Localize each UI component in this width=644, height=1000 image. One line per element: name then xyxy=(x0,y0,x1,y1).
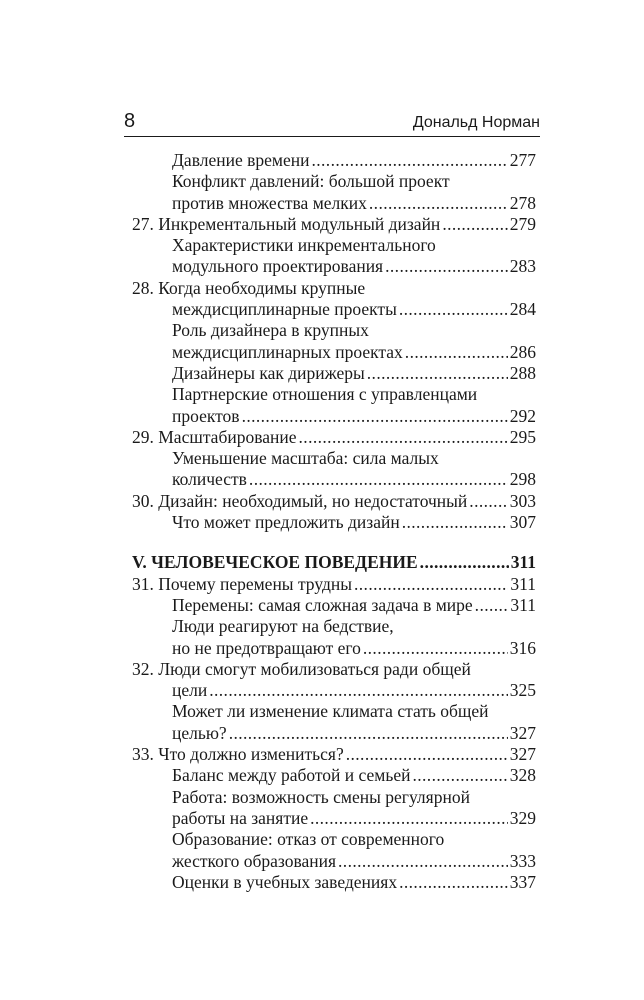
toc-chapter-entry xyxy=(132,744,536,765)
toc-page-number: 277 xyxy=(509,150,536,170)
toc-page-number: 333 xyxy=(509,850,536,871)
toc-section-entry xyxy=(132,448,536,491)
dot-leader xyxy=(399,299,508,320)
toc-section-entry xyxy=(132,765,536,786)
toc-line xyxy=(172,808,536,829)
dot-leader xyxy=(369,193,508,214)
dot-leader xyxy=(346,744,508,765)
toc-section-entry xyxy=(132,320,536,363)
toc-page-number: 283 xyxy=(509,256,536,277)
toc-line xyxy=(172,765,536,786)
toc-section-entry xyxy=(132,595,536,616)
toc-page-number: 284 xyxy=(509,299,536,320)
toc-chapter-entry xyxy=(132,278,536,321)
dot-leader xyxy=(385,256,508,277)
dot-leader xyxy=(354,574,508,595)
toc-section-entry xyxy=(132,171,536,214)
toc-line-text: но не предотвращают его xyxy=(172,637,361,658)
toc-line xyxy=(172,872,536,893)
toc-line-text: Конфликт давлений: большой проект xyxy=(172,171,450,192)
toc-line-text: Что может предложить дизайн xyxy=(172,512,400,533)
dot-leader xyxy=(405,342,508,363)
toc-section-entry xyxy=(132,616,536,659)
toc-line-text: Перемены: самая сложная задача в мире xyxy=(172,594,473,615)
toc-line xyxy=(172,193,536,214)
toc-line-text: работы на занятие xyxy=(172,807,309,828)
toc-page-number: 329 xyxy=(509,807,536,828)
header-rule xyxy=(124,136,540,137)
toc-page-number: 311 xyxy=(510,594,536,615)
running-header xyxy=(124,110,540,133)
toc-line-text: против множества мелких xyxy=(172,192,367,213)
toc-line-text: Характеристики инкрементального xyxy=(172,235,436,256)
toc-page-number: 307 xyxy=(509,512,536,533)
toc-line-text: Уменьшение масштаба: сила малых xyxy=(172,448,439,469)
toc-chapter-entry xyxy=(132,574,536,595)
toc-line-text: Может ли изменение климата стать общей xyxy=(172,701,489,722)
dot-leader xyxy=(338,851,508,872)
toc-line-text: Роль дизайнера в крупных xyxy=(172,320,369,341)
toc-line xyxy=(172,595,536,616)
toc-page-number: 311 xyxy=(510,573,536,594)
toc-line xyxy=(132,299,536,320)
toc-line-text: целью? xyxy=(172,722,227,743)
toc-line xyxy=(172,235,536,256)
toc-line xyxy=(132,214,536,235)
toc-line-text: 29. Масштабирование xyxy=(132,426,297,447)
toc-section-entry xyxy=(132,512,536,533)
toc-line xyxy=(172,851,536,872)
toc-line xyxy=(132,744,536,765)
dot-leader xyxy=(363,638,508,659)
toc-line-text: Образование: отказ от современного xyxy=(172,829,445,850)
toc-line xyxy=(172,512,536,533)
dot-leader xyxy=(442,214,507,235)
toc-line xyxy=(172,723,536,744)
toc-line xyxy=(172,363,536,384)
toc-line xyxy=(172,406,536,427)
dot-leader xyxy=(469,491,507,512)
dot-leader xyxy=(399,872,508,893)
toc-line-text: модульного проектирования xyxy=(172,256,384,277)
toc-line-text: 32. Люди смогут мобилизоваться ради общей xyxy=(132,658,471,679)
toc-line xyxy=(172,829,536,850)
dot-leader xyxy=(310,808,508,829)
toc-section-entry xyxy=(132,872,536,893)
dot-leader xyxy=(420,552,509,573)
toc-line-text: Работа: возможность смены регулярной xyxy=(172,786,470,807)
toc-section-entry xyxy=(132,235,536,278)
dot-leader xyxy=(229,723,508,744)
toc-page-number: 328 xyxy=(509,765,536,786)
toc-section-entry xyxy=(132,150,536,171)
toc-chapter-entry xyxy=(132,427,536,448)
toc-line-text: Оценки в учебных заведениях xyxy=(172,871,398,892)
toc-section-entry xyxy=(132,363,536,384)
toc-line xyxy=(172,320,536,341)
toc-line-text: цели xyxy=(172,680,208,701)
dot-leader xyxy=(249,469,508,490)
toc-line xyxy=(132,491,536,512)
toc-page-number: 288 xyxy=(509,362,536,383)
toc-chapter-entry xyxy=(132,659,536,702)
toc-line xyxy=(172,448,536,469)
toc-page-number: 286 xyxy=(509,341,536,362)
dot-leader xyxy=(311,150,507,171)
toc-page-number: 292 xyxy=(509,405,536,426)
dot-leader xyxy=(242,406,508,427)
toc-page-number: 316 xyxy=(509,637,536,658)
toc-line-text: 33. Что должно измениться? xyxy=(132,744,344,765)
dot-leader xyxy=(402,512,508,533)
running-author: Дональд Норман xyxy=(412,114,540,131)
toc-line-text: 27. Инкрементальный модульный дизайн xyxy=(132,213,441,234)
toc-line xyxy=(172,171,536,192)
toc-section-entry xyxy=(132,787,536,830)
toc-line-text: 30. Дизайн: необходимый, но недостаточный xyxy=(132,490,468,511)
toc-line xyxy=(172,342,536,363)
toc-line xyxy=(172,787,536,808)
page-number: 8 xyxy=(124,110,136,132)
toc-line-text: Давление времени xyxy=(172,150,310,170)
toc-line-text: жесткого образования xyxy=(172,850,337,871)
toc-page-number: 298 xyxy=(509,469,536,490)
toc-part-entry xyxy=(132,552,536,573)
toc-page-number: 278 xyxy=(509,192,536,213)
toc-line xyxy=(172,616,536,637)
toc-line-text: 28. Когда необходимы крупные xyxy=(132,277,366,298)
dot-leader xyxy=(475,595,509,616)
toc-line xyxy=(172,150,536,171)
toc-chapter-entry xyxy=(132,491,536,512)
dot-leader xyxy=(209,680,508,701)
toc-page-number: 279 xyxy=(509,213,536,234)
toc-page-number: 295 xyxy=(509,426,536,447)
toc-line-text: Люди реагируют на бедствие, xyxy=(172,616,394,637)
toc-page-number: 327 xyxy=(509,722,536,743)
toc-line-text: проектов xyxy=(172,405,240,426)
toc-line-text: Баланс между работой и семьей xyxy=(172,765,411,786)
toc-line-text: междисциплинарные проекты xyxy=(172,299,397,320)
dot-leader xyxy=(299,427,508,448)
toc-line xyxy=(132,427,536,448)
table-of-contents xyxy=(132,150,536,893)
toc-line xyxy=(172,701,536,722)
toc-line xyxy=(132,552,536,573)
toc-section-entry xyxy=(132,829,536,872)
dot-leader xyxy=(367,363,508,384)
toc-line xyxy=(132,659,536,680)
toc-line-text: Партнерские отношения с управленцами xyxy=(172,384,478,405)
toc-line xyxy=(172,638,536,659)
toc-page-number: 311 xyxy=(510,552,536,573)
toc-line-text: 31. Почему перемены трудны xyxy=(132,573,352,594)
toc-line-text: Дизайнеры как дирижеры xyxy=(172,362,365,383)
toc-line xyxy=(132,574,536,595)
toc-line xyxy=(172,384,536,405)
toc-chapter-entry xyxy=(132,214,536,235)
toc-page-number: 327 xyxy=(509,744,536,765)
toc-line-text: междисциплинарных проектах xyxy=(172,341,403,362)
toc-page-number: 303 xyxy=(509,490,536,511)
toc-section-entry xyxy=(132,384,536,427)
dot-leader xyxy=(412,765,507,786)
toc-line xyxy=(132,278,536,299)
toc-line xyxy=(172,256,536,277)
toc-page-number: 325 xyxy=(509,680,536,701)
toc-line xyxy=(132,680,536,701)
toc-line-text: V. ЧЕЛОВЕЧЕСКОЕ ПОВЕДЕНИЕ xyxy=(132,552,418,573)
toc-line-text: количеств xyxy=(172,469,247,490)
toc-page-number: 337 xyxy=(509,871,536,892)
toc-section-entry xyxy=(132,701,536,744)
toc-line xyxy=(172,469,536,490)
